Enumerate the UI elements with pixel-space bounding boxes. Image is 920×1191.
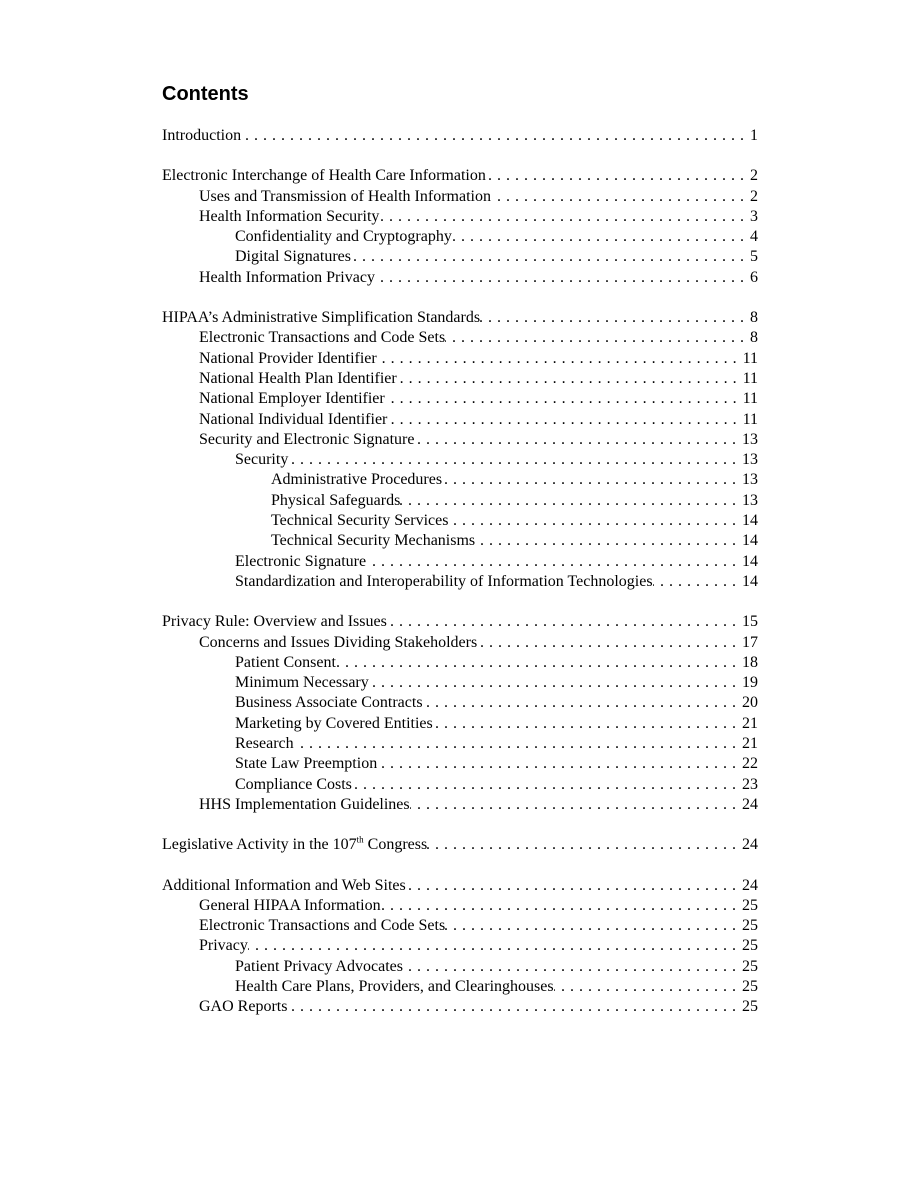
toc-entry[interactable]: [162, 166, 758, 186]
toc-entry-title: [162, 308, 480, 328]
toc-page-number: 23: [742, 775, 758, 793]
dot-leader: [554, 977, 742, 997]
toc-page-number: 15: [742, 613, 758, 631]
toc-entry-title: [235, 714, 433, 734]
toc-entry-title-text: Additional Information and Web Sites: [162, 876, 406, 894]
toc-entry[interactable]: [162, 896, 758, 916]
toc-page-number: 19: [742, 674, 758, 692]
toc-entry[interactable]: [162, 916, 758, 936]
toc-entry[interactable]: [162, 187, 758, 207]
toc-entry-title: [199, 916, 445, 936]
toc-page-number: 14: [742, 572, 758, 590]
toc-page-number: 25: [742, 917, 758, 935]
toc-entry-title: [235, 754, 377, 774]
toc-entry-title-text: Congress: [363, 836, 428, 854]
toc-entry[interactable]: [162, 693, 758, 713]
toc-entry[interactable]: [162, 572, 758, 592]
toc-entry-title: [235, 957, 403, 977]
toc-section: [162, 612, 758, 815]
dot-leader: [400, 491, 742, 511]
toc-entry[interactable]: [162, 247, 758, 267]
toc-entry-title-text: Patient Privacy Advocates: [235, 957, 403, 975]
toc-page-number: 14: [742, 532, 758, 550]
toc-page-number: 22: [742, 755, 758, 773]
toc-entry[interactable]: [162, 775, 758, 795]
toc-entry-title-text: Minimum Necessary: [235, 674, 369, 692]
toc-entry-title: [235, 734, 294, 754]
table-of-contents: [162, 126, 758, 1018]
toc-entry-title-text: Administrative Procedures: [271, 471, 443, 489]
toc-entry-title: [162, 126, 241, 146]
toc-page-number: 11: [742, 369, 758, 387]
toc-entry-title: [199, 389, 385, 409]
toc-entry[interactable]: [162, 936, 758, 956]
toc-page-number: 24: [742, 836, 758, 854]
toc-entry-title: [199, 369, 397, 389]
toc-entry-title: [199, 997, 287, 1017]
toc-page-number: 21: [742, 714, 758, 732]
toc-entry-title: [235, 653, 336, 673]
toc-entry-title: [271, 491, 400, 511]
dot-leader: [385, 389, 743, 409]
toc-entry-title-text: Electronic Transactions and Code Sets: [199, 329, 446, 347]
toc-page-number: 24: [742, 795, 758, 813]
toc-entry-title: [162, 835, 427, 855]
dot-leader: [377, 754, 742, 774]
toc-entry-title: [199, 430, 414, 450]
dot-leader: [366, 552, 742, 572]
toc-page-number: 13: [742, 491, 758, 509]
dot-leader: [480, 308, 750, 328]
dot-leader: [241, 126, 750, 146]
toc-entry-title: [271, 511, 448, 531]
dot-leader: [406, 876, 742, 896]
toc-entry[interactable]: [162, 633, 758, 653]
toc-entry[interactable]: [162, 430, 758, 450]
dot-leader: [427, 835, 742, 855]
toc-entry-title-text: Compliance Costs: [235, 775, 352, 793]
dot-leader: [403, 957, 742, 977]
toc-entry-title: [235, 693, 423, 713]
toc-page-number: 8: [750, 309, 758, 327]
dot-leader: [410, 795, 742, 815]
toc-entry-title-text: Technical Security Services: [271, 512, 449, 530]
toc-entry-title-text: Patient Consent: [235, 653, 336, 671]
toc-entry[interactable]: [162, 653, 758, 673]
page-title: Contents: [162, 83, 249, 105]
toc-entry-title: [235, 552, 366, 572]
toc-entry[interactable]: [162, 470, 758, 490]
toc-entry[interactable]: [162, 997, 758, 1017]
toc-entry-title: [235, 227, 452, 247]
toc-page-number: 11: [742, 410, 758, 428]
dot-leader: [491, 187, 750, 207]
toc-entry[interactable]: [162, 612, 758, 632]
toc-page-number: 18: [742, 653, 758, 671]
dot-leader: [653, 572, 742, 592]
toc-entry[interactable]: [162, 328, 758, 348]
toc-entry[interactable]: [162, 552, 758, 572]
toc-entry[interactable]: [162, 227, 758, 247]
dot-leader: [442, 470, 742, 490]
toc-entry[interactable]: [162, 491, 758, 511]
toc-page-number: 17: [742, 633, 758, 651]
toc-entry[interactable]: [162, 450, 758, 470]
toc-entry-title-text: General HIPAA Information: [199, 896, 381, 914]
dot-leader: [414, 430, 742, 450]
toc-entry-title-text: Security: [235, 451, 289, 469]
toc-section: [162, 126, 758, 146]
toc-entry-title-text: Security and Electronic Signature: [199, 430, 415, 448]
toc-entry[interactable]: [162, 349, 758, 369]
toc-entry-title-text: Confidentiality and Cryptography: [235, 228, 452, 246]
toc-entry[interactable]: [162, 268, 758, 288]
dot-leader: [288, 450, 742, 470]
toc-entry-title-text: Legislative Activity in the 107: [162, 836, 357, 854]
toc-entry-title-text: Digital Signatures: [235, 248, 351, 266]
toc-entry[interactable]: [162, 126, 758, 146]
toc-entry-title: [235, 450, 288, 470]
toc-page-number: 5: [750, 248, 758, 266]
toc-entry-title: [162, 876, 406, 896]
toc-section: [162, 876, 758, 1018]
toc-entry[interactable]: [162, 876, 758, 896]
toc-entry-title-text: Health Information Security: [199, 207, 380, 225]
toc-entry-title: [235, 572, 653, 592]
toc-entry-title: [162, 612, 387, 632]
dot-leader: [336, 653, 742, 673]
toc-entry-title: [199, 896, 381, 916]
toc-entry-title-text: Health Care Plans, Providers, and Clearinghouses: [235, 977, 554, 995]
dot-leader: [448, 511, 742, 531]
toc-entry[interactable]: [162, 308, 758, 328]
dot-leader: [294, 734, 742, 754]
dot-leader: [452, 227, 750, 247]
toc-entry-title-text: Introduction: [162, 127, 242, 144]
toc-entry-title: [199, 633, 477, 653]
dot-leader: [381, 896, 742, 916]
toc-entry-title: [199, 410, 387, 430]
toc-entry-title: [235, 247, 351, 267]
dot-leader: [433, 714, 742, 734]
toc-entry-title-text: National Employer Identifier: [199, 390, 385, 408]
toc-entry[interactable]: [162, 957, 758, 977]
dot-leader: [486, 166, 750, 186]
toc-entry-title-text: GAO Reports: [199, 998, 288, 1016]
toc-page-number: 25: [742, 937, 758, 955]
toc-entry-title: [199, 795, 410, 815]
toc-section: [162, 166, 758, 288]
toc-page-number: 4: [750, 228, 758, 246]
toc-entry-title-text: Uses and Transmission of Health Information: [199, 187, 491, 205]
toc-entry[interactable]: [162, 795, 758, 815]
toc-entry-title-text: National Individual Identifier: [199, 410, 388, 428]
dot-leader: [369, 673, 742, 693]
toc-entry-title: [199, 187, 491, 207]
toc-page-number: 11: [742, 390, 758, 408]
dot-leader: [423, 693, 742, 713]
toc-page-number: 13: [742, 451, 758, 469]
toc-section: [162, 308, 758, 592]
toc-entry[interactable]: [162, 207, 758, 227]
toc-entry-title: [199, 268, 375, 288]
dot-leader: [477, 633, 742, 653]
toc-entry-title-text: Electronic Interchange of Health Care Information: [162, 167, 486, 185]
toc-page-number: 2: [750, 187, 758, 205]
toc-page-number: 1: [750, 127, 758, 144]
toc-page-number: 6: [750, 268, 758, 286]
toc-page-number: 8: [750, 329, 758, 347]
toc-page-number: 14: [742, 512, 758, 530]
dot-leader: [387, 612, 742, 632]
toc-page-number: 21: [742, 735, 758, 753]
toc-entry-title: [235, 977, 554, 997]
toc-entry-title: [199, 936, 248, 956]
dot-leader: [375, 268, 750, 288]
toc-entry[interactable]: [162, 531, 758, 551]
dot-leader: [397, 369, 743, 389]
toc-entry-title: [162, 166, 486, 186]
toc-entry-title-text: Privacy Rule: Overview and Issues: [162, 613, 387, 631]
toc-entry-title-text: Electronic Transactions and Code Sets: [199, 917, 446, 935]
toc-entry-title-text: HIPAA’s Administrative Simplification Standards: [162, 309, 481, 327]
toc-entry[interactable]: [162, 673, 758, 693]
toc-entry-title-text: Business Associate Contracts: [235, 694, 423, 712]
toc-entry-title: [199, 328, 445, 348]
toc-page-number: 24: [742, 876, 758, 894]
dot-leader: [248, 936, 742, 956]
toc-entry-title: [199, 207, 379, 227]
dot-leader: [387, 410, 742, 430]
dot-leader: [445, 916, 742, 936]
toc-entry-title-text: National Health Plan Identifier: [199, 369, 397, 387]
toc-page-number: 13: [742, 471, 758, 489]
toc-page: [162, 80, 758, 1038]
toc-entry[interactable]: [162, 410, 758, 430]
dot-leader: [377, 349, 743, 369]
dot-leader: [351, 247, 750, 267]
toc-entry-title-text: HHS Implementation Guidelines: [199, 795, 410, 813]
toc-entry-title-text: Research: [235, 735, 294, 753]
dot-leader: [287, 997, 742, 1017]
toc-page-number: 25: [742, 957, 758, 975]
toc-page-number: 11: [742, 349, 758, 367]
toc-entry-title-text: Physical Safeguards: [271, 491, 401, 509]
dot-leader: [352, 775, 742, 795]
dot-leader: [379, 207, 750, 227]
toc-entry-title-text: Marketing by Covered Entities: [235, 714, 433, 732]
toc-entry-title-text: Health Information Privacy: [199, 268, 375, 286]
toc-entry-title: [235, 775, 352, 795]
toc-page-number: 2: [750, 167, 758, 185]
toc-entry[interactable]: [162, 511, 758, 531]
toc-page-number: 14: [742, 552, 758, 570]
toc-entry-title: [271, 531, 475, 551]
toc-entry-title-text: Technical Security Mechanisms: [271, 532, 476, 550]
toc-page-number: 3: [750, 207, 758, 225]
toc-entry[interactable]: [162, 977, 758, 997]
toc-entry-title-text: Standardization and Interoperability of Information Technologies: [235, 572, 653, 590]
toc-entry-title: [271, 470, 442, 490]
toc-page-number: 20: [742, 694, 758, 712]
toc-entry-title-text: National Provider Identifier: [199, 349, 377, 367]
toc-entry-title-text: Privacy: [199, 937, 248, 955]
toc-section: [162, 835, 758, 855]
toc-entry[interactable]: [162, 369, 758, 389]
toc-page-number: 25: [742, 896, 758, 914]
toc-entry[interactable]: [162, 714, 758, 734]
toc-entry[interactable]: [162, 754, 758, 774]
toc-entry-title-text: Concerns and Issues Dividing Stakeholders: [199, 633, 478, 651]
toc-entry[interactable]: [162, 389, 758, 409]
toc-page-number: 25: [742, 998, 758, 1016]
dot-leader: [475, 531, 742, 551]
toc-entry[interactable]: [162, 835, 758, 855]
toc-entry-title: [199, 349, 377, 369]
toc-entry-title-text: Electronic Signature: [235, 552, 367, 570]
toc-entry-title: [235, 673, 369, 693]
toc-page-number: 13: [742, 430, 758, 448]
dot-leader: [445, 328, 750, 348]
toc-entry[interactable]: [162, 734, 758, 754]
toc-page-number: 25: [742, 977, 758, 995]
toc-entry-title-text: State Law Preemption: [235, 755, 378, 773]
toc-entry-superscript: th: [356, 834, 364, 845]
